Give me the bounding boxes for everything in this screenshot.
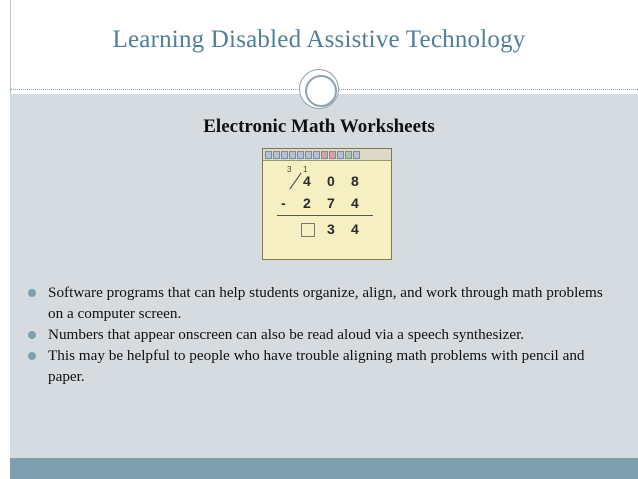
slide-subtitle: Electronic Math Worksheets bbox=[203, 116, 435, 137]
bullet-icon bbox=[28, 352, 36, 360]
answer-box bbox=[301, 223, 315, 237]
toolbar-button-icon bbox=[329, 151, 336, 159]
toolbar-button-icon bbox=[345, 151, 352, 159]
digit: 8 bbox=[351, 173, 359, 189]
strike-mark bbox=[289, 173, 301, 190]
toolbar-button-icon bbox=[353, 151, 360, 159]
toolbar-button-icon bbox=[281, 151, 288, 159]
digit: 4 bbox=[351, 195, 359, 211]
worksheet-image bbox=[262, 148, 392, 260]
operator: - bbox=[281, 195, 286, 211]
toolbar-button-icon bbox=[273, 151, 280, 159]
digit: 7 bbox=[327, 195, 335, 211]
toolbar-button-icon bbox=[265, 151, 272, 159]
bullet-text: This may be helpful to people who have trouble aligning math problems with pencil and paper. bbox=[48, 347, 585, 385]
bullet-text: Software programs that can help students organize, align, and work through math problems on a computer screen. bbox=[48, 284, 603, 322]
digit: 4 bbox=[351, 221, 359, 237]
sum-line bbox=[277, 215, 373, 216]
bullet-text: Numbers that appear onscreen can also be read aloud via a speech synthesizer. bbox=[48, 326, 525, 343]
carry-mark: 1 bbox=[303, 165, 308, 174]
bullet-item bbox=[28, 282, 618, 324]
worksheet-toolbar bbox=[263, 149, 391, 161]
bullet-item bbox=[28, 345, 618, 387]
toolbar-button-icon bbox=[289, 151, 296, 159]
carry-mark: 3 bbox=[287, 165, 292, 174]
slide-title: Learning Disabled Assistive Technology bbox=[112, 26, 526, 53]
footer-bar bbox=[10, 458, 638, 479]
toolbar-button-icon bbox=[297, 151, 304, 159]
bullet-icon bbox=[28, 331, 36, 339]
bullet-icon bbox=[28, 289, 36, 297]
bullet-item bbox=[28, 324, 618, 345]
digit: 3 bbox=[327, 221, 335, 237]
toolbar-button-icon bbox=[313, 151, 320, 159]
digit: 0 bbox=[327, 173, 335, 189]
circle-ornament-icon bbox=[299, 69, 339, 109]
toolbar-button-icon bbox=[337, 151, 344, 159]
toolbar-button-icon bbox=[305, 151, 312, 159]
digit: 2 bbox=[303, 195, 311, 211]
bullet-list bbox=[28, 282, 618, 387]
digit: 4 bbox=[303, 173, 311, 189]
toolbar-button-icon bbox=[321, 151, 328, 159]
